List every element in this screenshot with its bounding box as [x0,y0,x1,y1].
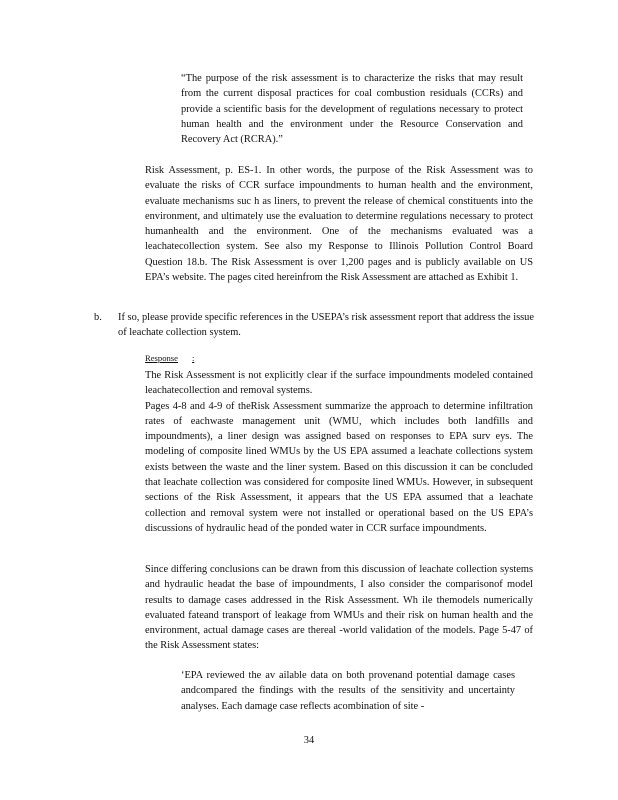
response-heading [145,351,194,366]
response-heading-colon: : [191,353,195,363]
quote-text: ‘EPA reviewed the av ailable data on both provenand potential damage cases andcompared the findings with the results of the sensitivity and uncertainty analyses. Each damage case reflects acombination of site - [181,670,515,712]
response-intro-text: The Risk Assessment is not explicitly clear if the surface impoundments modeled contained leachatecollection and removal systems. [145,370,533,397]
damage-cases-paragraph [145,562,533,654]
question-item-b [94,310,534,341]
paragraph-text: Risk Assessment, p. ES-1. In other words, the purpose of the Risk Assessment was to evaluate the risks of CCR surface impoundments to human health and the environment, evaluate mechanisms suc h as liners, to prevent the release of chemical constituents into the environment, and ultimately use the evaluation to determine regulations necessary to protect humanhealth and the environment. One of the mechanisms evaluated was a leachatecollection system. See also my Response to Illinois Pollution Control Board Question 18.b. The Risk Assessment is over 1,200 pages and is publicly available on US EPA’s website. The pages cited hereinfrom the Risk Assessment are attached as Exhibit 1. [145,165,533,284]
response-detail-text: Pages 4-8 and 4-9 of theRisk Assessment summarize the approach to determine infiltration rates of eachwaste management unit (WMU, which includes both landfills and impoundments), a liner design was assigned based on responses to EPA surv eys. The modeling of composite lined WMUs by the US EPA assumed a leachate collections system exists between the waste and the liner system. Based on this discussion it can be concluded that leachate collection was considered for composite lined WMUs. However, in subsequent sections of the Risk Assessment, it appears that the US EPA assumed that a leachate collection and removal system were not installed or operational based on the US EPA’s discussions of hydraulic head of the ponded water in CCR surface impoundments. [145,400,533,534]
question-text: If so, please provide specific references in the USEPA’s risk assessment report that address the issue of leachate collection system. [118,312,534,339]
item-marker: b. [94,312,102,323]
response-paragraph [145,368,533,536]
page-number: 34 [303,735,315,746]
response-heading-label: Response [145,353,178,363]
paragraph-risk-assessment [145,163,533,285]
quote-text: “The purpose of the risk assessment is to characterize the risks that may result from the current disposal practices for coal combustion residuals (CCRs) and provide a scientific basis for the development of regulations necessary to protect human health and the environment under the Resource Conservation and Recovery Act (RCRA).” [181,73,523,146]
paragraph-text: Since differing conclusions can be drawn from this discussion of leachate collection systems and hydraulic headat the base of impoundments, I also consider the comparisonof model results to damage cases addressed in the Risk Assessment. Wh ile themodels numerically evaluated fateand transport of leakage from WMUs and their risk on human health and the environment, actual damage cases are thereal -world validation of the models. Page 5-47 of the Risk Assessment states: [145,564,533,652]
block-quote-epa [181,668,515,714]
block-quote-purpose [181,71,523,147]
